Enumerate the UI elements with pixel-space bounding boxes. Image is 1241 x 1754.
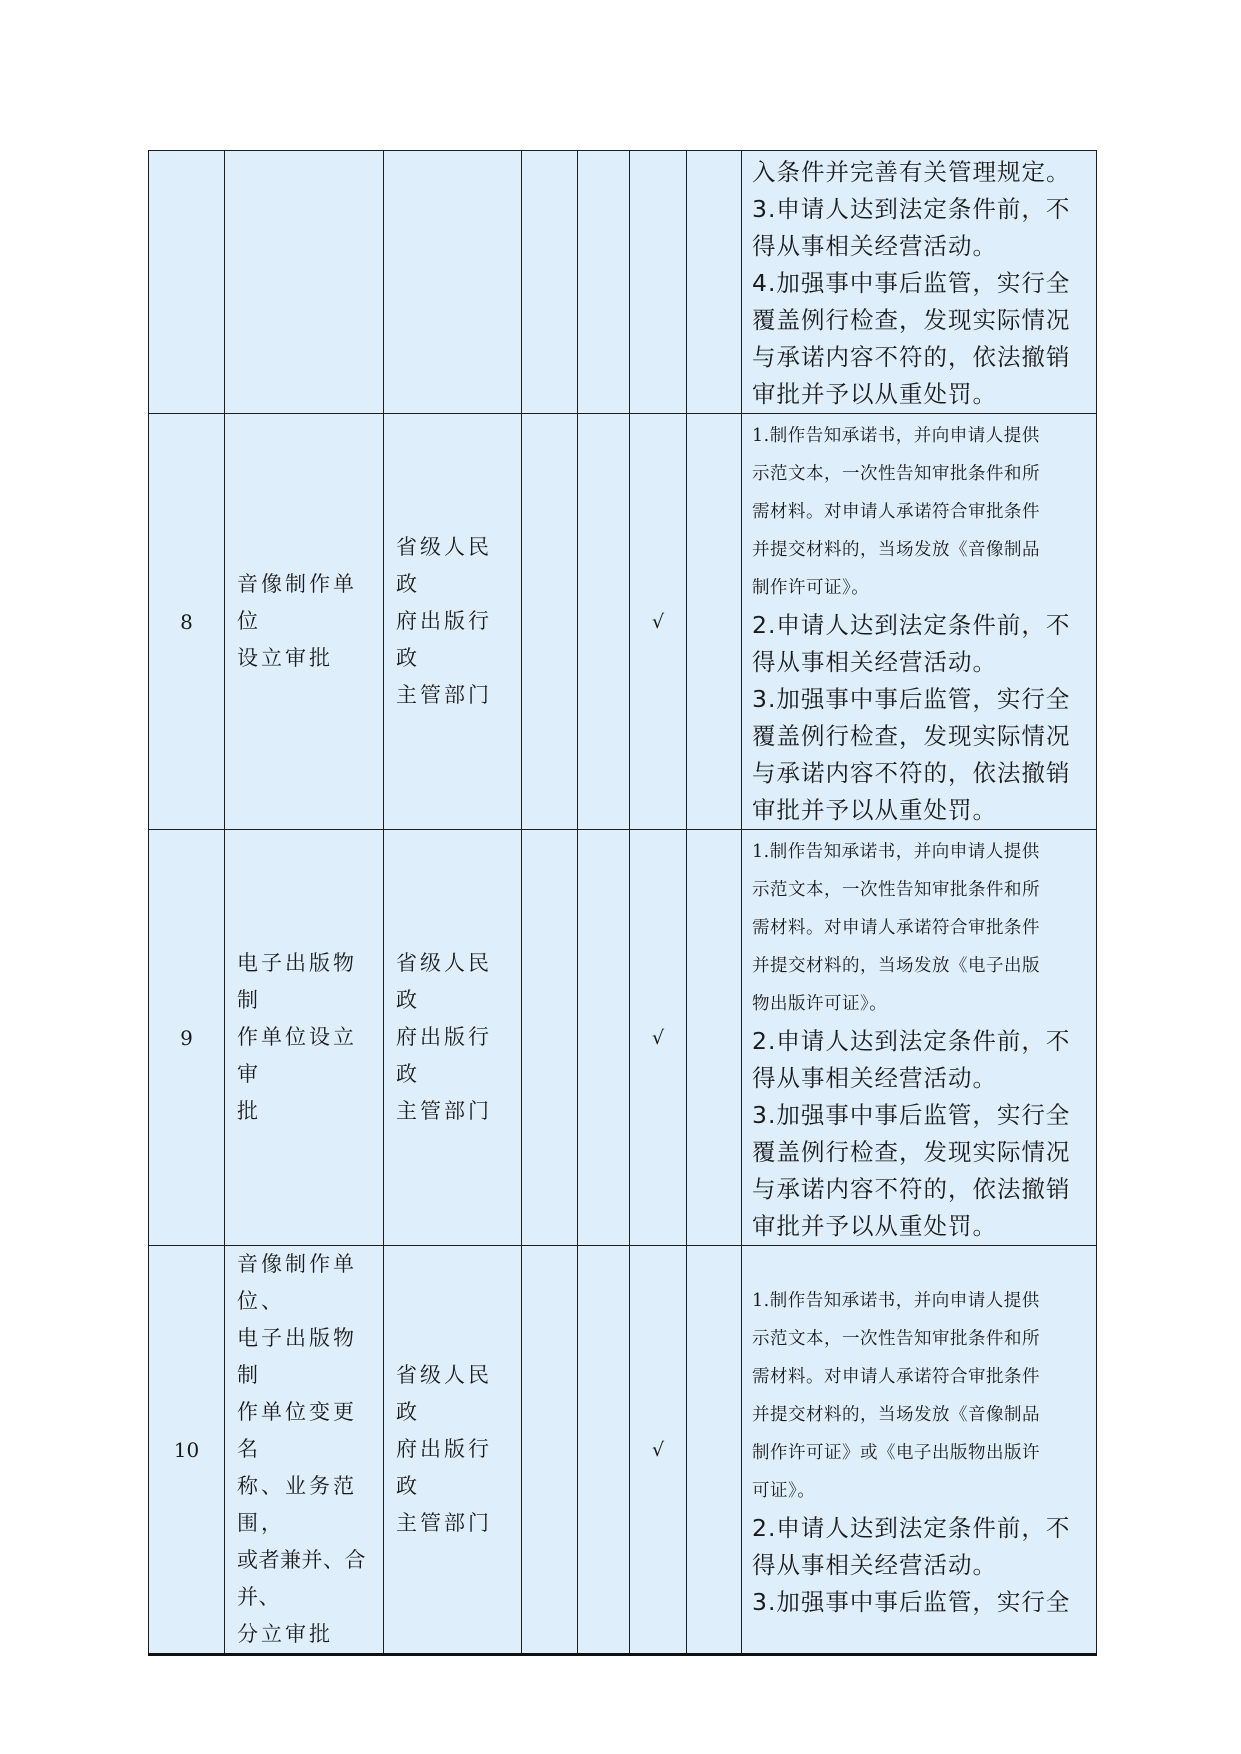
measure-line: 入条件并完善有关管理规定。 xyxy=(752,158,1071,186)
blank-cell xyxy=(522,1246,578,1655)
measure-line: 审批并予以从重处罚。 xyxy=(752,796,997,824)
blank-cell xyxy=(687,1246,742,1655)
measure-line: 4.加强事中事后监管，实行全 xyxy=(752,269,1071,297)
measures-large-lines xyxy=(752,151,1088,413)
measures-cell xyxy=(742,151,1097,414)
department-line: 主管部门 xyxy=(396,1511,492,1535)
measure-line-small: 并提交材料的，当场发放《电子出版 xyxy=(752,956,1040,976)
item-name-line: 称、业务范围， xyxy=(237,1474,357,1535)
department-cell xyxy=(384,830,522,1246)
measure-line: 3.加强事中事后监管，实行全 xyxy=(752,685,1071,713)
measure-line-small: 示范文本，一次性告知审批条件和所 xyxy=(752,464,1040,484)
measure-line-small: 需材料。对申请人承诺符合审批条件 xyxy=(752,918,1040,938)
department-cell xyxy=(384,414,522,830)
measure-line: 得从事相关经营活动。 xyxy=(752,1550,997,1579)
measure-line: 2.申请人达到法定条件前，不 xyxy=(752,611,1071,639)
measure-line: 2.申请人达到法定条件前，不 xyxy=(752,1513,1071,1542)
table-row xyxy=(149,830,1097,1246)
measure-line: 覆盖例行检查，发现实际情况 xyxy=(752,722,1071,750)
index-cell xyxy=(149,151,225,414)
department-cell xyxy=(384,151,522,414)
item-name-line: 音像制作单位 xyxy=(237,572,357,633)
table-row xyxy=(149,1246,1097,1655)
department-line: 主管部门 xyxy=(396,1099,492,1123)
blank-cell xyxy=(687,830,742,1246)
measure-line-small: 并提交材料的，当场发放《音像制品 xyxy=(752,540,1040,560)
measure-line-small: 需材料。对申请人承诺符合审批条件 xyxy=(752,1366,1040,1387)
item-name-cell xyxy=(225,151,384,414)
department-line: 省级人民政 xyxy=(396,951,492,1012)
measure-line-small: 1.制作告知承诺书，并向申请人提供 xyxy=(752,842,1040,862)
blank-cell xyxy=(578,1246,630,1655)
item-name-cell xyxy=(225,830,384,1246)
measure-line: 审批并予以从重处罚。 xyxy=(752,380,997,408)
measures-text xyxy=(752,414,1088,829)
department-line: 府出版行政 xyxy=(396,1437,492,1498)
blank-cell xyxy=(578,830,630,1246)
measures-cell xyxy=(742,830,1097,1246)
blank-cell xyxy=(522,830,578,1246)
item-name-line: 电子出版物制 xyxy=(237,1326,357,1387)
department-line: 府出版行政 xyxy=(396,1025,492,1086)
measure-line: 覆盖例行检查，发现实际情况 xyxy=(752,306,1071,334)
item-name-line: 作单位设立审 xyxy=(237,1025,357,1086)
department-line: 省级人民政 xyxy=(396,535,492,596)
item-name-line: 音像制作单位、 xyxy=(237,1252,357,1313)
measure-line-small: 1.制作告知承诺书，并向申请人提供 xyxy=(752,1290,1040,1311)
measure-line: 与承诺内容不符的，依法撤销 xyxy=(752,759,1071,787)
measures-text xyxy=(752,1279,1088,1621)
item-name-line: 批 xyxy=(237,1099,261,1123)
measure-line: 审批并予以从重处罚。 xyxy=(752,1212,997,1240)
measure-line-small: 物出版许可证》。 xyxy=(752,994,888,1014)
blank-cell xyxy=(630,151,687,414)
measures-text xyxy=(752,830,1088,1245)
measure-line: 覆盖例行检查，发现实际情况 xyxy=(752,1138,1071,1166)
index-cell: 9 xyxy=(149,830,225,1246)
measure-line: 3.加强事中事后监管，实行全 xyxy=(752,1101,1071,1129)
measures-cell xyxy=(742,414,1097,830)
item-name-line: 作单位变更名 xyxy=(237,1400,357,1461)
measure-line-small: 制作许可证》。 xyxy=(752,578,870,598)
item-name-line: 电子出版物制 xyxy=(237,951,357,1012)
item-name-cell xyxy=(225,414,384,830)
measure-line-small: 并提交材料的，当场发放《音像制品 xyxy=(752,1404,1040,1425)
blank-cell xyxy=(687,151,742,414)
measure-line-small: 制作许可证》或《电子出版物出版许 xyxy=(752,1442,1040,1463)
department-cell xyxy=(384,1246,522,1655)
department-line: 主管部门 xyxy=(396,683,492,707)
item-name-line: 或者兼并、合并、 xyxy=(237,1548,366,1609)
blank-cell xyxy=(578,414,630,830)
item-name-line: 分立审批 xyxy=(237,1622,333,1646)
table-row xyxy=(149,414,1097,830)
measure-line-small: 可证》。 xyxy=(752,1480,816,1501)
measure-line: 得从事相关经营活动。 xyxy=(752,232,997,260)
measure-line: 2.申请人达到法定条件前，不 xyxy=(752,1027,1071,1055)
check-mark-cell: √ xyxy=(630,1246,687,1655)
blank-cell xyxy=(522,414,578,830)
check-mark-cell: √ xyxy=(630,414,687,830)
measure-line: 与承诺内容不符的，依法撤销 xyxy=(752,1175,1071,1203)
measures-cell xyxy=(742,1246,1097,1655)
department-line: 府出版行政 xyxy=(396,609,492,670)
measure-line-small: 示范文本，一次性告知审批条件和所 xyxy=(752,1328,1040,1349)
measure-line-small: 1.制作告知承诺书，并向申请人提供 xyxy=(752,426,1040,446)
measure-line: 3.加强事中事后监管，实行全 xyxy=(752,1587,1071,1616)
item-name-cell xyxy=(225,1246,384,1655)
blank-cell xyxy=(578,151,630,414)
measure-line-small: 示范文本，一次性告知审批条件和所 xyxy=(752,880,1040,900)
blank-cell xyxy=(522,151,578,414)
measure-line-small: 需材料。对申请人承诺符合审批条件 xyxy=(752,502,1040,522)
measure-line: 得从事相关经营活动。 xyxy=(752,1064,997,1092)
measure-line: 与承诺内容不符的，依法撤销 xyxy=(752,343,1071,371)
item-name-line: 设立审批 xyxy=(237,646,333,670)
check-mark-cell: √ xyxy=(630,830,687,1246)
approval-reform-table xyxy=(148,150,1097,1656)
blank-cell xyxy=(687,414,742,830)
measure-line: 得从事相关经营活动。 xyxy=(752,648,997,676)
index-cell: 8 xyxy=(149,414,225,830)
index-cell: 10 xyxy=(149,1246,225,1655)
department-line: 省级人民政 xyxy=(396,1363,492,1424)
measure-line: 3.申请人达到法定条件前，不 xyxy=(752,195,1071,223)
table-row-continued xyxy=(149,151,1097,414)
